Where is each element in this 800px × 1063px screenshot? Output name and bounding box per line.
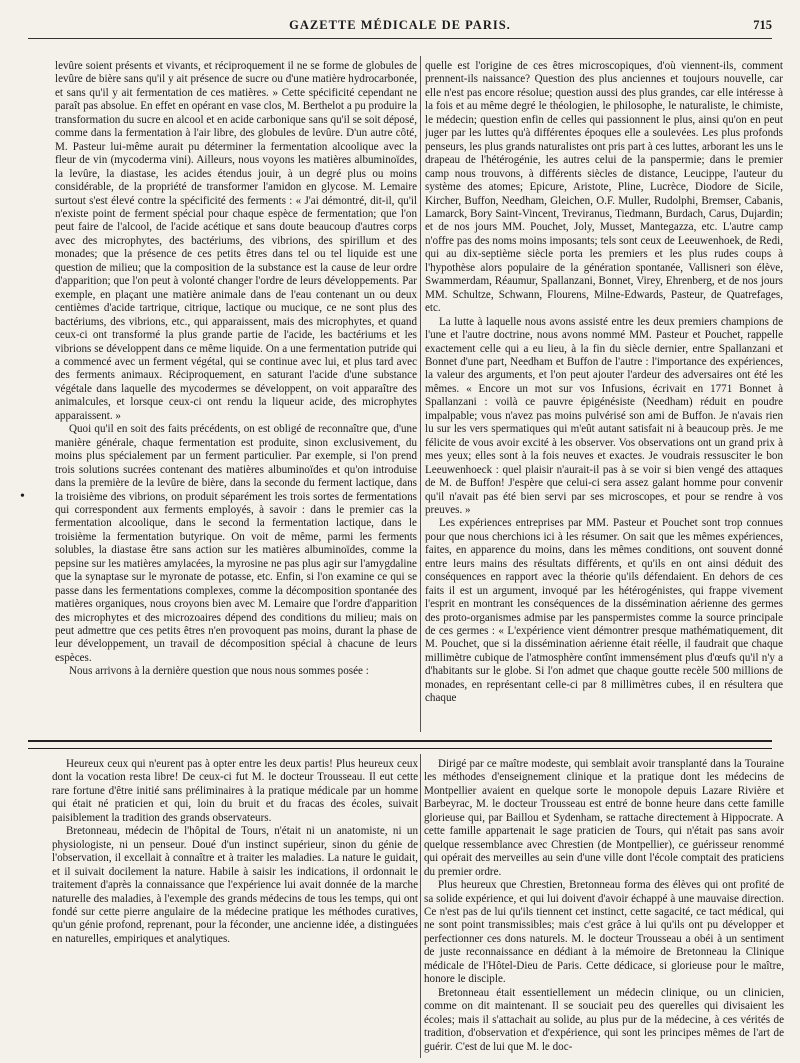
- paragraph: Plus heureux que Chrestien, Bretonneau forma des élèves qui ont profité de sa solide expérience, et qui lui doivent d'avoir échappé à une mauvaise direction. Ce n'est pas de lui qu'ils tiennent cet instinct, cette sagacité, ce tact médical, qui ne sont point transmissibles; mais c'est grâce à lui qu'ils ont pu développer et perfectionner ces dons naturels. M. le docteur Trousseau a obéi à un sentiment de juste reconnaissance en dédiant à la mémoire de Bretonneau la Clinique médicale de l'Hôtel-Dieu de Paris. Cette dédicace, si glorieuse pour le maître, honore le disciple.: [424, 879, 784, 986]
- paragraph: Quoi qu'il en soit des faits précédents, on est obligé de reconnaître que, d'une manière générale, chaque fermentation est produite, sinon exclusivement, du moins plus spécialement par un ferment particulier. Par exemple, si l'on prend trois solutions sucrées contenant des matières albuminoïdes et qu'on introduise dans la première de la levûre de bière, dans la seconde du ferment lactique, dans la troisième des vibrions, on produit séparément les trois sortes de fermentations qui correspondent aux ferments employés, à savoir : dans le premier cas la fermentation alcoolique, dans le second la fermentation lactique, dans le troisième la fermentation butyrique. On voit de même, parmi les ferments solubles, la diastase être sans action sur les matières albuminoïdes, comme la pepsine sur les matières amylacées, la myrosine ne pas plus agir sur l'amygdaline que la synaptase sur le myronate de potasse, etc. Enfin, si l'on examine ce qui se passe dans les fermentations complexes, comme la décomposition spontanée des matières organiques, nous croyons bien avec M. Lemaire que l'ordre d'apparition des microphytes et des microzoaires dépend des conditions du milieu; mais on peut admettre que ces petits êtres n'en provoquent pas moins, durant la phase de leur développement, un travail de décomposition spécial à chacune de leurs espèces.: [55, 423, 417, 664]
- paragraph: Heureux ceux qui n'eurent pas à opter entre les deux partis! Plus heureux ceux dont la vocation resta libre! De ceux-ci fut M. le docteur Trousseau. Il eut cette rare fortune d'être initié sans préliminaires à la pratique médicale par un homme qui était né praticien et qui, loin du bruit et du fracas des écoles, suivait paisiblement la tradition des grands observateurs.: [52, 758, 418, 824]
- top-right-column: [425, 60, 783, 728]
- paragraph: Bretonneau, médecin de l'hôpital de Tours, n'était ni un anatomiste, ni un physiologiste, ni un penseur. Doué d'un instinct supérieur, sinon du génie de l'observation, il excellait à connaître et à traiter les maladies. La nature le guidait, et il suivait docilement la nature. Habile à saisir les indications, il ordonnait le traitement d'après la connaissance que l'expérience lui avait donnée de la marche naturelle des maladies, à l'exemple des grands médecins de tous les temps, qui ont fondé sur cette pierre angulaire de la médecine pratique les méthodes curatives, qu'un génie profond, reprenant, pour la féconder, une ancienne idée, a distinguées en naturelles, empiriques et analytiques.: [52, 825, 418, 945]
- header-rule: [28, 38, 772, 39]
- section-divider: [28, 740, 772, 749]
- column-separator: [420, 754, 421, 1058]
- top-left-column: [55, 60, 417, 728]
- margin-dot: •: [20, 489, 25, 504]
- paragraph: Dirigé par ce maître modeste, qui semblait avoir transplanté dans la Touraine les méthodes d'enseignement clinique et la pratique dont les médecins de Montpellier avaient en quelque sorte le monopole depuis Lazare Rivière et Barbeyrac, M. le docteur Trousseau est entré de bonne heure dans cette famille glorieuse qui, par Baillou et Sydenham, se rattache directement à Hippocrate. A cette famille appartenait le sage praticien de Tours, qui n'était pas sans avoir quelque ressemblance avec Chrestien (de Montpellier), ce guérisseur renommé qui opérait des merveilles au sein d'une ville dont l'école comptait des praticiens du premier ordre.: [424, 758, 784, 878]
- page-header: [28, 18, 772, 36]
- paragraph: Les expériences entreprises par MM. Pasteur et Pouchet sont trop connues pour que nous cherchions ici à les résumer. On sait que les mêmes expériences, faites, en apparence du moins, dans les mêmes conditions, ont souvent donné entre leurs mains des résultats différents, et qu'ils en ont ainsi déduit des conséquences en rapport avec la théorie qu'ils défendaient. En dehors de ces faits il est un argument, invoqué par les hétérogénistes, qui frappe vivement l'esprit en montrant les conséquences de la dissémination aérienne des germes des proto-organismes admise par les panspermistes comme la source principale de ces germes : « L'expérience vient démontrer presque mathématiquement, dit M. Pouchet, que si la dissémination aérienne était réelle, il faudrait que chaque millimètre cubique de l'atmosphère contînt immensément plus d'œufs qu'il n'y a d'habitants sur le globe. Si l'on admet que chaque goutte recèle 500 millions de monades, en représentant celle-ci par 8 millimètres cubes, il en résultera que chaque: [425, 517, 783, 705]
- paragraph: La lutte à laquelle nous avons assisté entre les deux premiers champions de l'une et l'autre doctrine, nous avons nommé MM. Pasteur et Pouchet, rappelle exactement celle qui a eu lieu, à la fin du siècle dernier, entre Spallanzani et Bonnet d'une part, Needham et Buffon de l'autre : l'importance des expériences, la valeur des arguments, et l'on peut ajouter l'ardeur des adversaires ont été les mêmes. « Encore un mot sur vos Infusions, écrivait en 1771 Bonnet à Spallanzani : voilà ce pauvre épigénésiste (Needham) réduit en poudre impalpable; vous n'avez pas moins pulvérisé son ami de Buffon. Je n'avais rien lu sur les vers spermatiques qui m'eût autant satisfait ni à beaucoup près. Je me félicite de vous avoir excité à les observer. Vos observations ont un grand prix à mes yeux; elles sont à la fois neuves et exactes. Je voudrais ressusciter le bon Leeuwenhoeck : quel plaisir n'aurait-il pas à se voir si bien vengé des attaques de M. de Buffon! J'espère que celui-ci sera assez galant homme pour convenir qu'il n'avait pas été bien servi par ses microscopes, et pour se rendre à vos preuves. »: [425, 315, 783, 516]
- bottom-right-column: [424, 758, 784, 1058]
- page-number: 715: [753, 18, 772, 32]
- paragraph: quelle est l'origine de ces êtres microscopiques, d'où viennent-ils, comment prennent-ils naissance? Question des plus anciennes et toujours nouvelle, car elle n'est pas encore résolue; question aussi des plus grandes, car elle intéresse à la fois et au même degré le théologien, le philosophe, le naturaliste, le chimiste, le médecin; question enfin de celles qui passionnent le plus, ainsi qu'on en peut juger par les luttes qu'à différentes époques elle a soulevées. Les plus profonds penseurs, les plus grands naturalistes ont pris part à ces luttes, arborant les uns le drapeau de l'hétérogénie, les autres celui de la panspermie; dans le premier camp nous trouvons, à différents siècles de distance, Leucippe, l'auteur du système des atomes; Epicure, Aristote, Pline, Lucrèce, Diodore de Sicile, Kircher, Buffon, Needham, Gleichen, O.F. Muller, Rudolphi, Bremser, Cabanis, Lamarck, Bory Saint-Vincent, Treviranus, Tiedmann, Burdach, Carus, Dujardin; et de nos jours MM. Pouchet, Joly, Musset, Mantegazza, etc. L'autre camp n'offre pas des noms moins imposants; tels sont ceux de Leeuwenhoek, de Redi, qui au dix-septième siècle porta les premiers et les plus rudes coups à l'hypothèse alors populaire de la génération spontanée, Vallisneri son élève, Swammerdam, Réaumur, Spallanzani, Bonnet, Virey, Ehrenberg, et de nos jours MM. Schultze, Schwann, Flourens, Milne-Edwards, Pasteur, de Quatrefages, etc.: [425, 60, 783, 315]
- paragraph: levûre soient présents et vivants, et réciproquement il ne se forme de globules de levûre de bière sans qu'il y ait présence de sucre ou d'une matière hydrocarbonée, et sans qu'il y ait fermentation de ces matières. » Cette spécificité cependant ne paraît pas absolue. En effet en opérant en vase clos, M. Berthelot a pu produire la transformation du sucre en alcool et en acide carbonique sans qu'il se soit déposé, comme dans la fermentation à l'air libre, des globules de levûre. D'un autre côté, M. Pasteur lui-même aurait pu déterminer la fermentation alcoolique avec la fleur de vin (mycoderma vini). Ailleurs, nous voyons les matières albuminoïdes, la levûre, la diastase, les acides étendus jouir, à un degré plus ou moins considérable, de la propriété de transformer l'amidon en glycose. M. Lemaire surtout s'est élevé contre la spécificité des ferments : « J'ai démontré, dit-il, qu'il n'existe point de ferment spécial pour chaque espèce de fermentation; que l'on peut faire de l'alcool, de l'acide acétique et sans doute beaucoup d'autres corps avec des microphytes, des bactériums, des vibrions, des spirillum et des monades; que la présence de ces petits êtres dans tel ou tel liquide est une question de milieu; que la composition de la substance est la cause de leur ordre d'apparition; que l'on peut à volonté changer l'ordre de leurs développements. Par exemple, en plaçant une matière animale dans de l'eau contenant un ou deux centièmes d'acide tartrique, citrique, lactique ou mucique, ce ne sont plus des bactériums, des vibrions, etc., qui apparaissent, mais des microphytes, et quand ceux-ci ont transformé la plus grande partie de l'acide, les bactériums et les vibrions se développent dans ce même liquide. On a une fermentation putride qui a commencé avec un ferment végétal, qui se continue avec lui, et plus tard avec des ferments animaux. Réciproquement, en saturant l'acide d'une substance végétale dans laquelle des mycodermes se développent, on voit apparaître des animalcules, et lorsque ceux-ci ont rendu la liqueur acide, des microphytes apparaissent. »: [55, 60, 417, 422]
- paragraph: Nous arrivons à la dernière question que nous nous sommes posée :: [69, 665, 369, 678]
- bottom-left-column: [52, 758, 418, 1058]
- column-separator: [420, 56, 421, 732]
- paragraph: Bretonneau était essentiellement un médecin clinique, ou un clinicien, comme on dit maintenant. Il se souciait peu des querelles qui divisaient les écoles; mais il s'attachait au solide, au plus pur de la médecine, à ces vérités de tradition, d'observation et d'expérience, qui sont les principes mêmes de l'art de guérir. C'est de lui que M. le doc-: [424, 986, 784, 1053]
- journal-title: GAZETTE MÉDICALE DE PARIS.: [289, 18, 511, 32]
